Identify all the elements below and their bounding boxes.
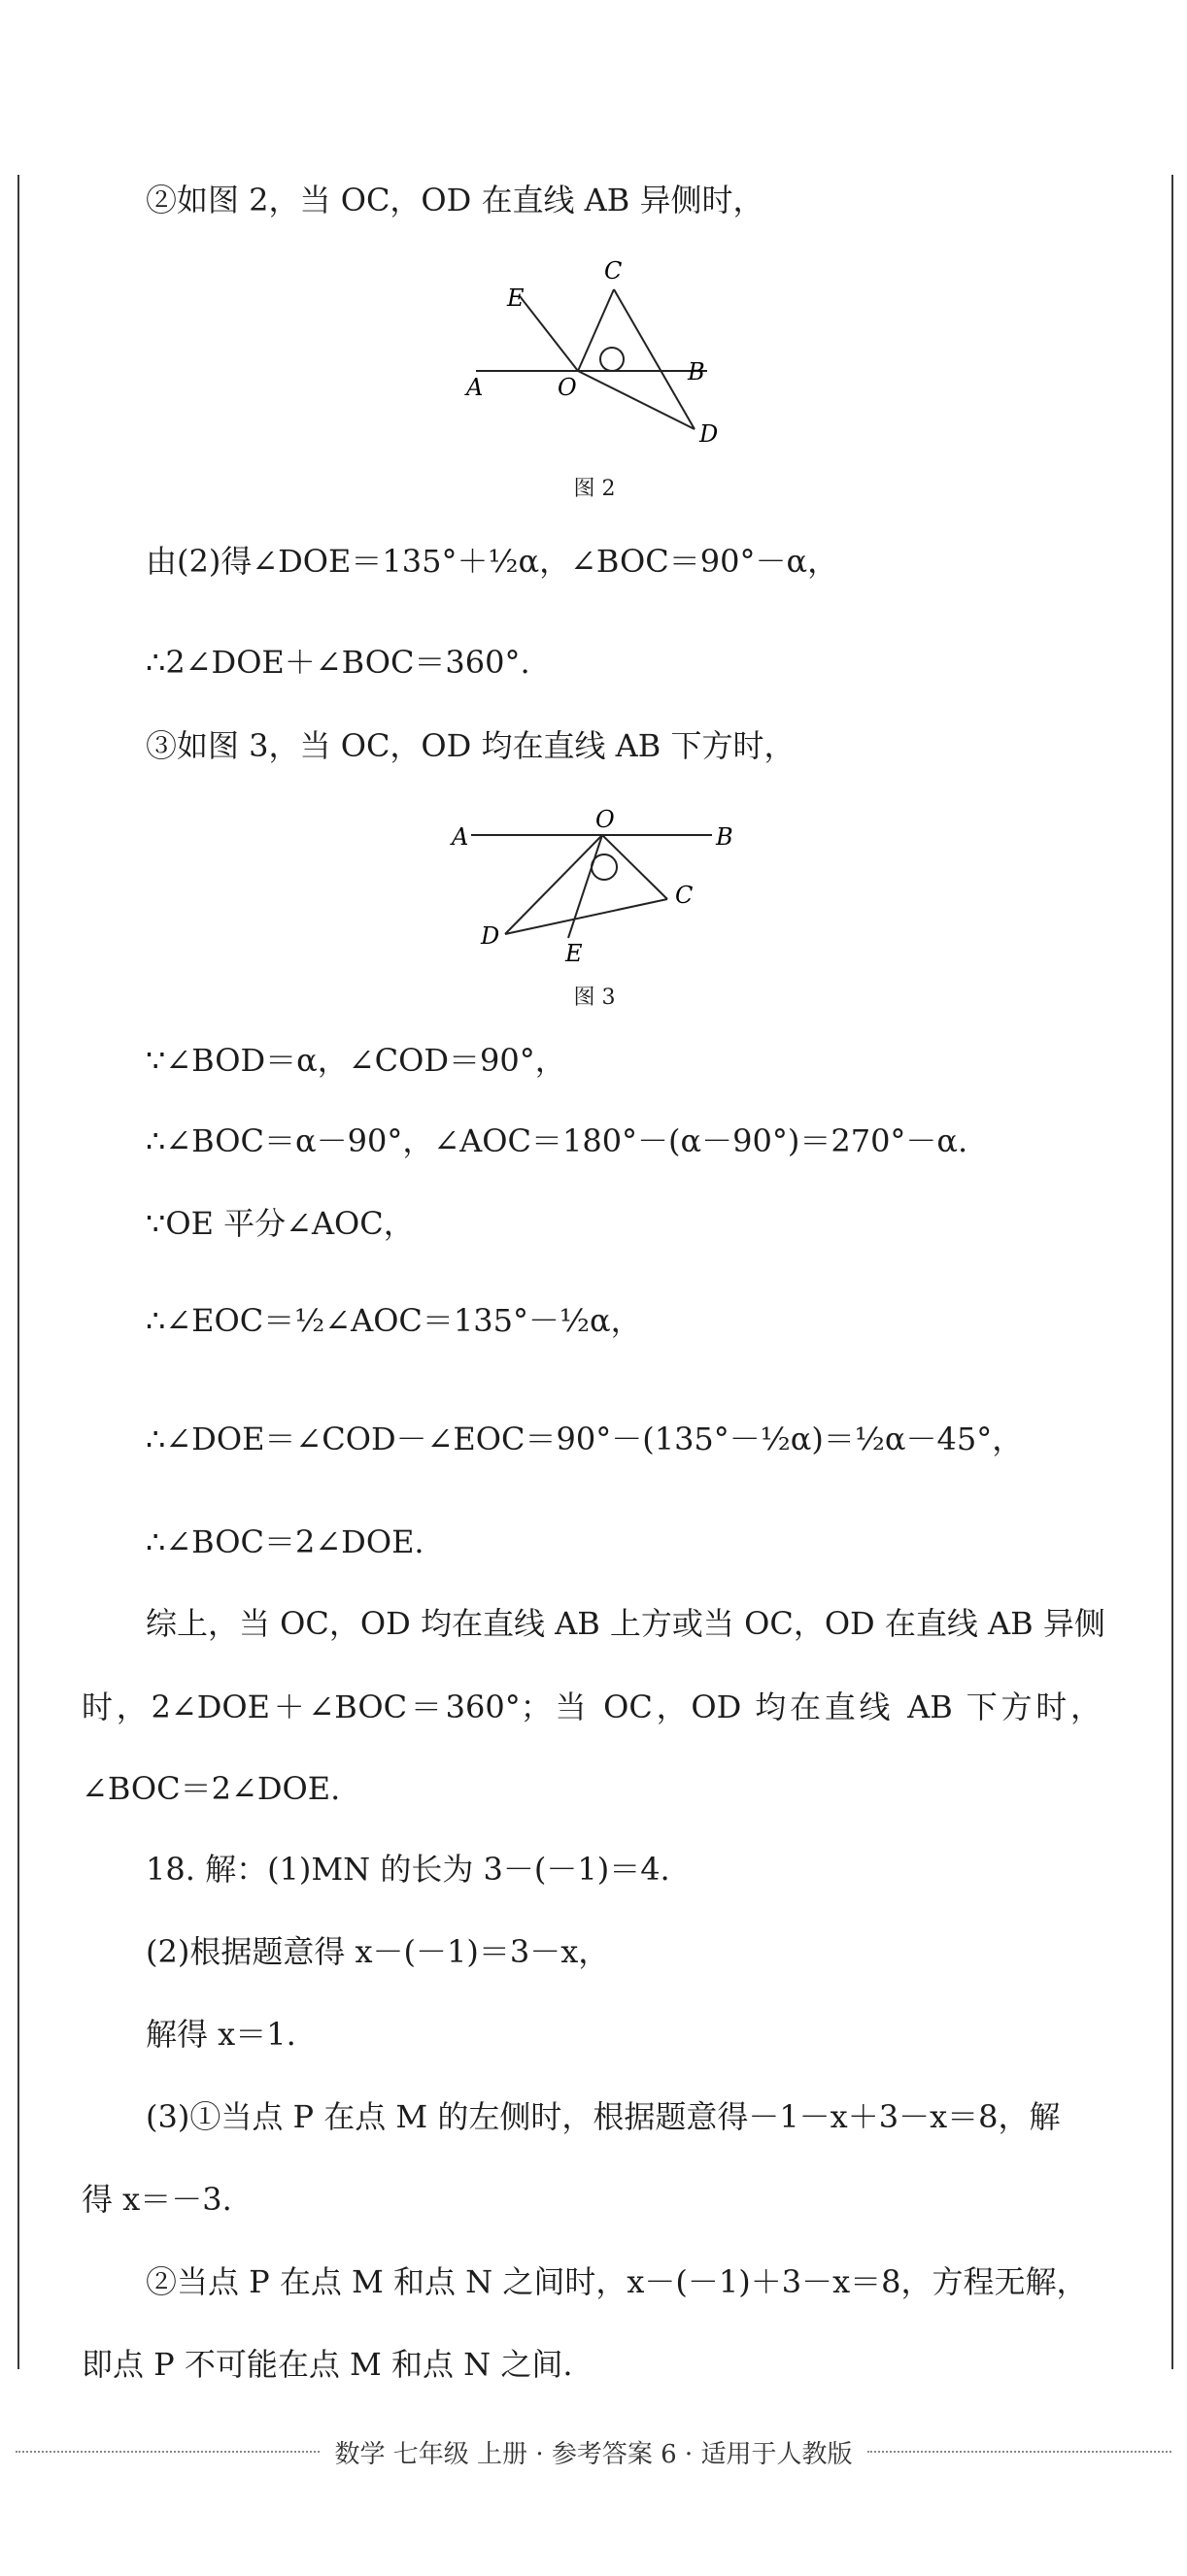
label-a: A xyxy=(466,374,484,401)
text-line: ∴∠DOE＝∠COD－∠EOC＝90°－(135°－½α)＝½α－45°， xyxy=(146,1421,1024,1457)
text-line: ③如图 3，当 OC，OD 均在直线 AB 下方时， xyxy=(146,727,796,764)
label-o: O xyxy=(558,374,577,401)
side-oc xyxy=(578,289,614,371)
footer-dots-left xyxy=(16,2451,320,2453)
label-c: C xyxy=(675,882,694,909)
label-b: B xyxy=(716,823,733,851)
text-line: 18. 解：(1)MN 的长为 3－(－1)＝4. xyxy=(146,1851,670,1888)
right-angle-mark xyxy=(592,854,617,880)
label-c: C xyxy=(604,257,623,284)
side-dc xyxy=(505,899,667,934)
text-line: ∴2∠DOE＋∠BOC＝360°. xyxy=(146,644,530,681)
text-line: 由(2)得∠DOE＝135°＋½α，∠BOC＝90°－α， xyxy=(146,543,839,580)
text-line: ②如图 2，当 OC，OD 在直线 AB 异侧时， xyxy=(146,182,764,218)
text-line: ∴∠EOC＝½∠AOC＝135°－½α， xyxy=(146,1302,642,1339)
label-b: B xyxy=(688,358,705,385)
footer-text: 数学 七年级 上册 · 参考答案 6 · 适用于人教版 xyxy=(334,2439,853,2469)
text-line: ∠BOC＝2∠DOE. xyxy=(82,1770,341,1807)
text-line: (3)①当点 P 在点 M 的左侧时，根据题意得－1－x＋3－x＝8，解 xyxy=(146,2098,1061,2135)
text-line: 综上，当 OC，OD 均在直线 AB 上方或当 OC，OD 在直线 AB 异侧 xyxy=(146,1605,1105,1642)
label-d: D xyxy=(699,420,719,448)
label-e: E xyxy=(565,940,583,967)
figure-3-caption: 图 3 xyxy=(573,986,616,1010)
label-a: A xyxy=(452,823,469,851)
figure-3 xyxy=(442,806,753,975)
left-margin-rule xyxy=(17,175,19,2369)
text-line: 即点 P 不可能在点 M 和点 N 之间. xyxy=(82,2346,573,2383)
label-o: O xyxy=(595,806,615,833)
text-line: 解得 x＝1. xyxy=(146,2016,296,2053)
page-footer xyxy=(0,2432,1187,2471)
text-line: 得 x＝－3. xyxy=(82,2181,232,2218)
figure-2 xyxy=(457,257,738,455)
text-line: 时，2∠DOE＋∠BOC＝360°；当 OC，OD 均在直线 AB 下方时， xyxy=(82,1689,1102,1725)
ray-oe xyxy=(568,835,602,938)
label-e: E xyxy=(507,284,525,312)
ray-oe xyxy=(520,296,578,371)
right-angle-mark xyxy=(600,348,624,371)
footer-dots-right xyxy=(867,2451,1171,2453)
text-line: ∵∠BOD＝α，∠COD＝90°， xyxy=(146,1042,566,1079)
text-line: (2)根据题意得 x－(－1)＝3－x， xyxy=(146,1933,610,1970)
side-oc xyxy=(602,835,667,899)
right-margin-rule xyxy=(1171,175,1173,2369)
text-line: ∵OE 平分∠AOC， xyxy=(146,1205,415,1242)
text-line: ∴∠BOC＝α－90°，∠AOC＝180°－(α－90°)＝270°－α. xyxy=(146,1122,968,1159)
label-d: D xyxy=(481,922,500,950)
text-line: ∴∠BOC＝2∠DOE. xyxy=(146,1523,424,1560)
text-line: ②当点 P 在点 M 和点 N 之间时，x－(－1)＋3－x＝8，方程无解， xyxy=(146,2263,1088,2300)
side-od xyxy=(505,835,602,934)
figure-2-caption: 图 2 xyxy=(573,477,616,501)
